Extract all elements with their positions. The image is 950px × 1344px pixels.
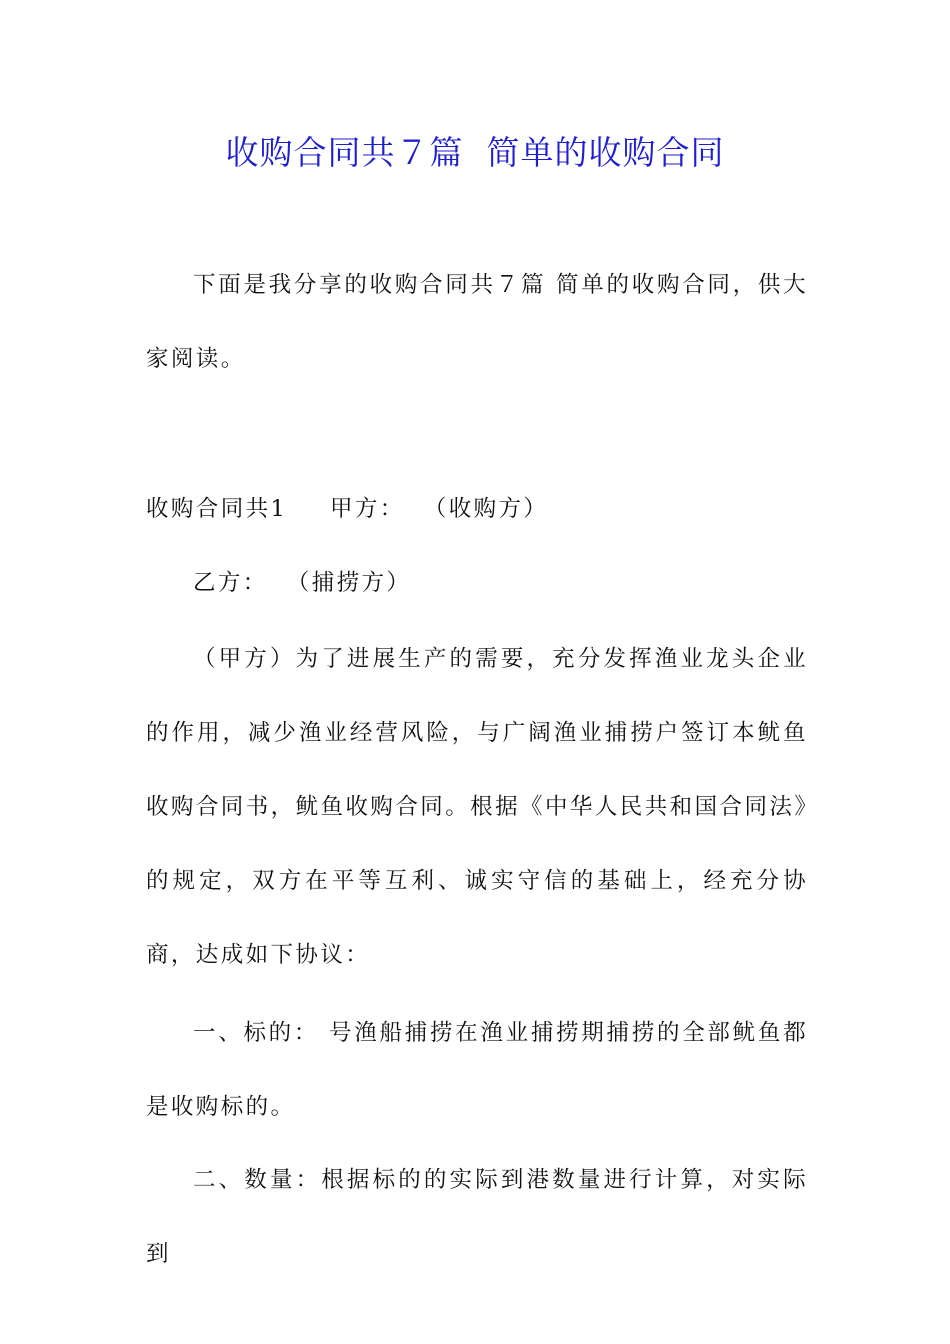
party-a-line: 甲方： （收购方） — [330, 496, 549, 522]
intro-paragraph: 下面是我分享的收购合同共７篇 简单的收购合同，供大家阅读。 — [146, 272, 808, 372]
clause-1-paragraph: 一、标的： 号渔船捕捞在渔业捕捞期捕捞的全部鱿鱼都是收购标的。 — [146, 1020, 808, 1120]
section1-heading: 收购合同共1 — [146, 496, 288, 522]
party-b-line: 乙方： （捕捞方） — [193, 570, 412, 596]
document-title: 收购合同共７篇 简单的收购合同 — [225, 133, 725, 172]
clause-2-paragraph: 二、数量：根据标的的实际到港数量进行计算，对实际到 — [146, 1167, 808, 1267]
purpose-paragraph: （甲方）为了进展生产的需要，充分发挥渔业龙头企业的作用，减少渔业经营风险，与广阔渔业捕捞户签订本鱿鱼收购合同书，鱿鱼收购合同。根据《中华人民共和国合同法》的规定，双方在平等互利、诚实守信的基础上，经充分协商，达成如下协议： — [146, 646, 808, 968]
